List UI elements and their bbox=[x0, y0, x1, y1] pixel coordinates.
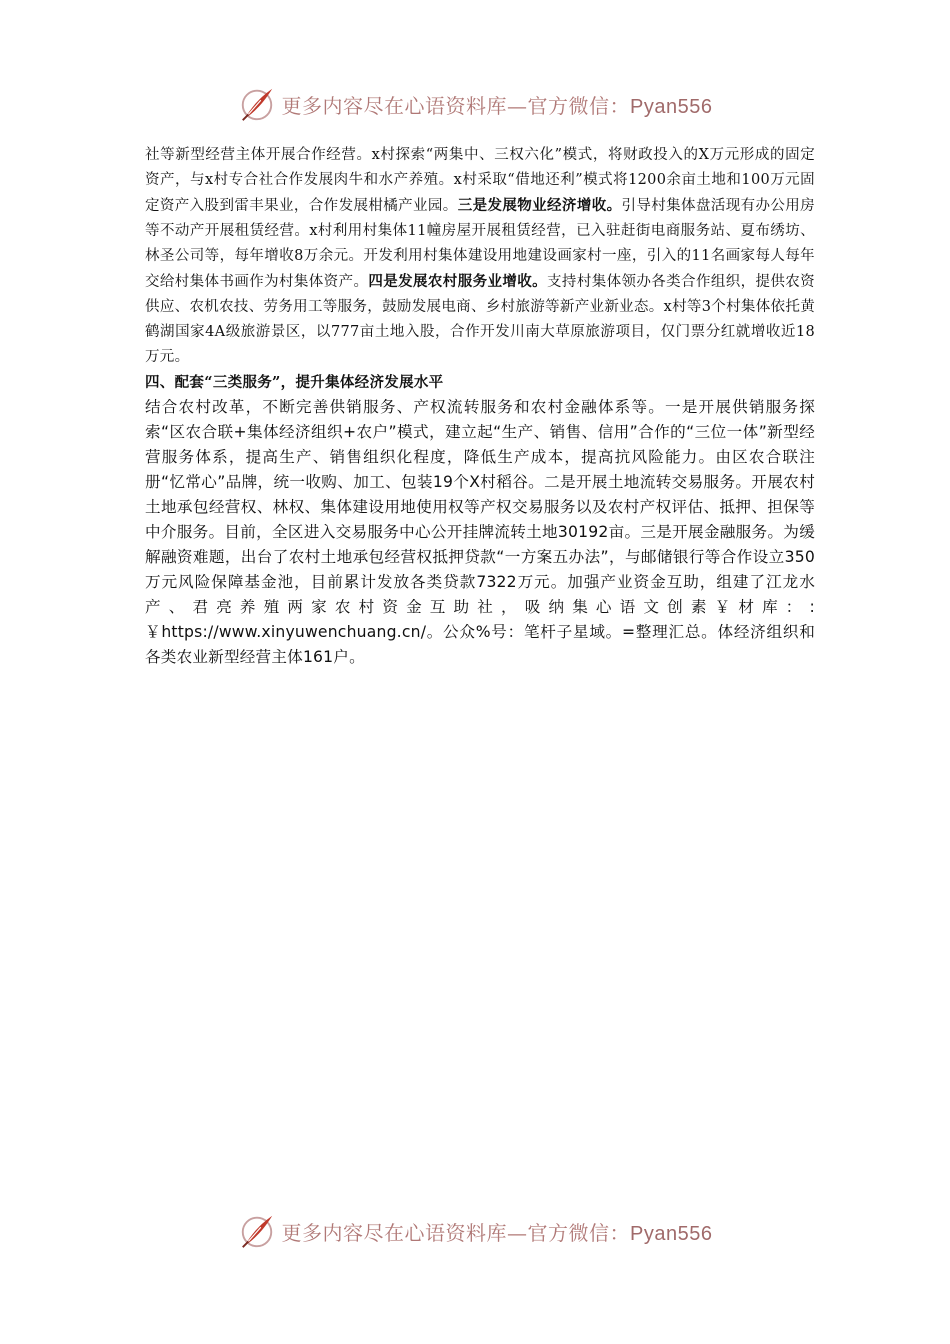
wechat-id: Pyan556 bbox=[630, 1222, 713, 1245]
wechat-id: Pyan556 bbox=[630, 95, 713, 118]
bold-phrase-property-economy: 三是发展物业经济增收。 bbox=[457, 197, 622, 214]
banner-text: 更多内容尽在心语资料库—官方微信：Pyan556 bbox=[281, 1220, 713, 1245]
paragraph-1: 社等新型经营主体开展合作经营。x村探索“两集中、三权六化”模式，将财政投入的X万元形成的固定资产，与x村专合社合作发展肉牛和水产养殖。x村采取“借地还利”模式将1200余亩土地和100万元固定资产入股到雷丰果业，合作发展柑橘产业园。三是发展物业经济增收。引导村集体盘活现有办公用房等不动产开展租赁经营。x村利用村集体11幢房屋开展租赁经营，已入驻赶街电商服务站、夏布绣坊、林圣公司等，每年增收8万余元。开发利用村集体建设用地建设画家村一座，引入的11名画家每人每年交给村集体书画作为村集体资产。四是发展农村服务业增收。支持村集体领办各类合作组织，提供农资供应、农机农技、劳务用工等服务，鼓励发展电商、乡村旅游等新产业新业态。x村等3个村集体依托黄鹤湖国家4A级旅游景区，以777亩土地入股，合作开发川南大草原旅游项目，仅门票分红就增收近18万元。 bbox=[145, 147, 815, 365]
paragraph-2: 结合农村改革，不断完善供销服务、产权流转服务和农村金融体系等。一是开展供销服务探索“区农合联+集体经济组织+农户”模式，建立起“生产、销售、信用”合作的“三位一体”新型经营服务体系，提高生产、销售组织化程度，降低生产成本，提高抗风险能力。由区农合联注册“忆常心”品牌，统一收购、加工、包装19个X村稻谷。二是开展土地流转交易服务。开展农村土地承包经营权、林权、集体建设用地使用权等产权交易服务以及农村产权评估、抵押、担保等中介服务。目前，全区进入交易服务中心公开挂牌流转土地30192亩。三是开展金融服务。为缓解融资难题，出台了农村土地承包经营权抵押贷款“一方案五办法”，与邮储银行等合作设立350万元风险保障基金池，目前累计发放各类贷款7322万元。加强产业资金互助，组建了江龙水产、君亮养殖两家农村资金互助社，吸纳集心语文创素￥材库：:￥https://www.xinyuwenchuang.cn/。公众%号：笔杆子星域。=整理汇总。体经济组织和各类农业新型经营主体161户。 bbox=[145, 398, 815, 666]
quill-pen-logo-icon bbox=[238, 85, 276, 123]
footer-banner bbox=[0, 1209, 950, 1253]
bold-phrase-rural-service: 四是发展农村服务业增收。 bbox=[368, 273, 548, 290]
banner-text: 更多内容尽在心语资料库—官方微信：Pyan556 bbox=[281, 93, 713, 118]
document-body bbox=[145, 143, 815, 670]
quill-pen-logo-icon bbox=[238, 1212, 276, 1250]
header-banner bbox=[0, 82, 950, 126]
section-heading: 四、配套“三类服务”，提升集体经济发展水平 bbox=[145, 374, 444, 391]
